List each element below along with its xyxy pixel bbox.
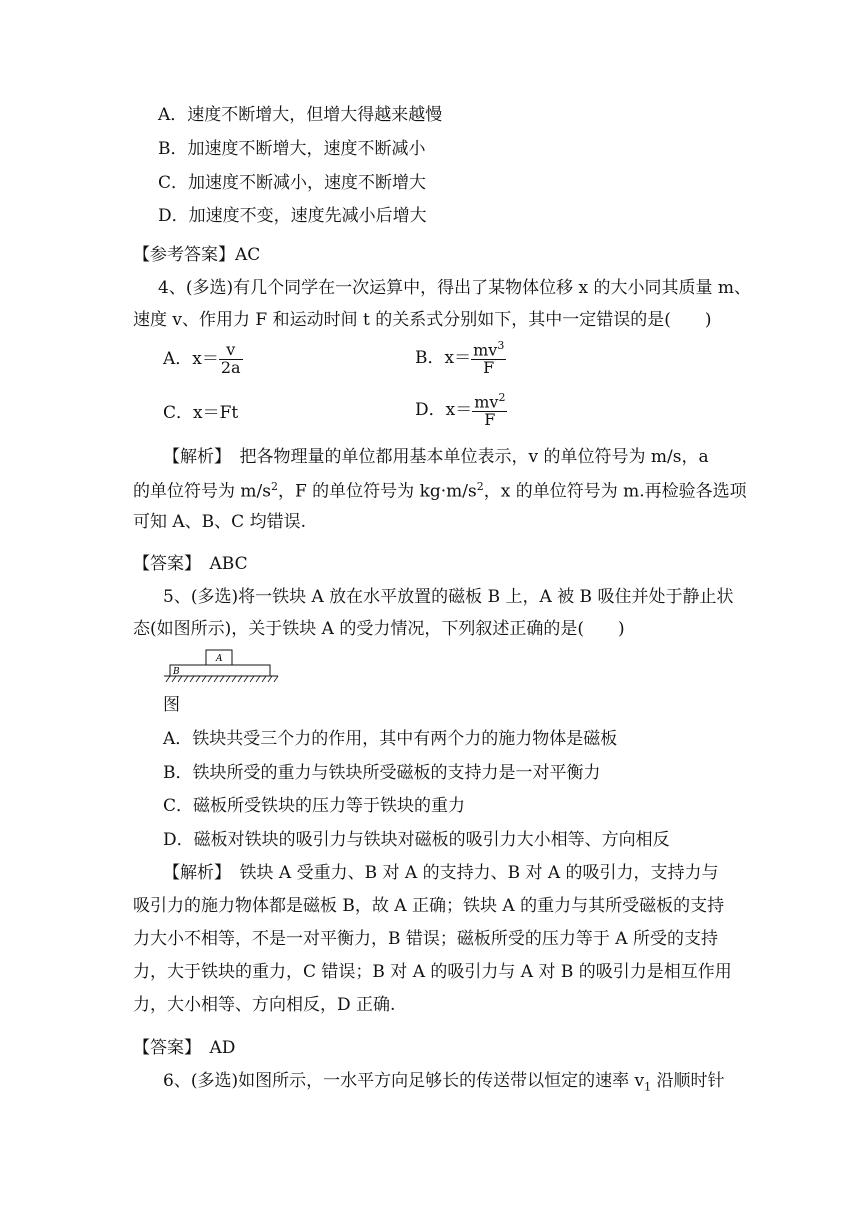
q4-option-c: C．x＝Ft	[163, 403, 239, 423]
q5-analysis-line5: 力，大小相等、方向相反，D 正确.	[133, 995, 396, 1015]
q5-option-d: D．磁板对铁块的吸引力与铁块对磁板的吸引力大小相等、方向相反	[163, 830, 670, 850]
q3-option-b: B．加速度不断增大，速度不断减小	[158, 139, 426, 159]
q5-analysis-line4: 力，大于铁块的重力，C 错误；B 对 A 的吸引力与 A 对 B 的吸引力是相互作用	[133, 962, 732, 982]
q5-analysis-line2: 吸引力的施力物体都是磁板 B，故 A 正确；铁块 A 的重力与其所受磁板的支持	[133, 896, 725, 916]
label-b: B	[173, 667, 180, 677]
ground-hatching	[166, 676, 278, 682]
q4-analysis-line3: 可知 A、B、C 均错误.	[133, 512, 306, 532]
q5-figure-caption: 图	[163, 695, 180, 715]
q4-option-a: A．x＝ $\frac{v}{2a}$	[163, 340, 241, 377]
q4-option-d: D．x＝ $\frac{mv^2}{F}$	[415, 391, 506, 430]
q5-answer: 【答案】 AD	[133, 1038, 236, 1058]
q4-analysis-line1: 【解析】 把各物理量的单位都用基本单位表示，v 的单位符号为 m/s，a	[163, 447, 709, 467]
q3-answer: 【参考答案】AC	[133, 245, 261, 265]
q4-a-numerator: v	[219, 342, 243, 360]
label-a: A	[216, 654, 223, 664]
q3-option-c: C．加速度不断减小，速度不断增大	[158, 173, 427, 193]
q4-stem-line2: 速度 v、作用力 F 和运动时间 t 的关系式分别如下，其中一定错误的是( )	[133, 310, 712, 330]
q5-stem-line2: 态(如图所示)，关于铁块 A 的受力情况，下列叙述正确的是( )	[133, 619, 625, 639]
q4-d-numerator: mv	[474, 392, 499, 412]
q5-option-c: C．磁板所受铁块的压力等于铁块的重力	[163, 796, 466, 816]
q4-d-denominator: F	[484, 410, 496, 430]
q3-option-a: A．速度不断增大，但增大得越来越慢	[158, 105, 443, 125]
q4-b-numerator: mv	[473, 340, 498, 360]
q3-option-d: D．加速度不变，速度先减小后增大	[158, 206, 427, 226]
magnet-figure	[160, 646, 282, 688]
q4-b-denominator: F	[483, 358, 495, 378]
q6-stem-line1: 6、(多选)如图所示，一水平方向足够长的传送带以恒定的速率 $v_1$ 沿顺时针	[163, 1071, 725, 1094]
q5-analysis-line1: 【解析】 铁块 A 受重力、B 对 A 的支持力、B 对 A 的吸引力，支持力与	[163, 863, 719, 883]
magnetic-board-b	[170, 665, 270, 676]
q5-option-b: B．铁块所受的重力与铁块所受磁板的支持力是一对平衡力	[163, 763, 601, 783]
q4-analysis-line2: 的单位符号为 $m/s^2$，F 的单位符号为 $kg\cdot m/s^2$，x 的单位符号为 m.再检验各选项	[133, 480, 747, 502]
q5-stem-line1: 5、(多选)将一铁块 A 放在水平放置的磁板 B 上，A 被 B 吸住并处于静止状	[163, 587, 734, 607]
q4-a-denominator: 2a	[220, 357, 241, 377]
q4-answer: 【答案】 ABC	[133, 554, 248, 574]
q5-option-a: A．铁块共受三个力的作用，其中有两个力的施力物体是磁板	[163, 729, 618, 749]
q4-stem-line1: 4、(多选)有几个同学在一次运算中，得出了某物体位移 x 的大小同其质量 m、	[158, 278, 751, 298]
q4-option-b: B．x＝ $\frac{mv^3}{F}$	[415, 339, 505, 378]
q5-analysis-line3: 力大小不相等，不是一对平衡力，B 错误；磁板所受的压力等于 A 所受的支持	[133, 929, 718, 949]
